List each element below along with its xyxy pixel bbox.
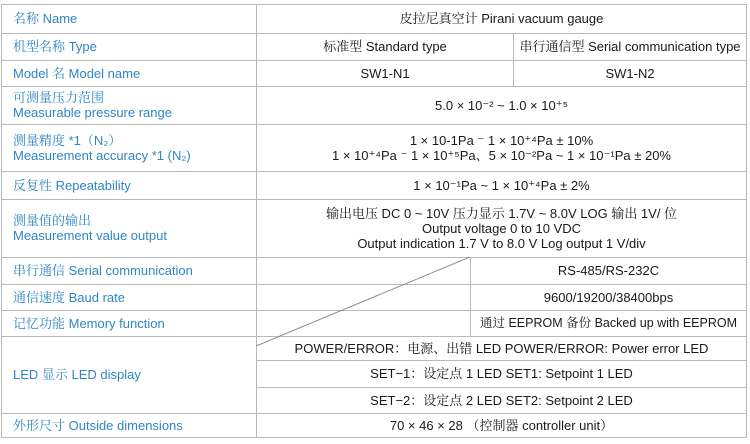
- row-label-accuracy: 测量精度 *1（N₂） Measurement accuracy *1 (N₂): [13, 132, 191, 163]
- row-label-dimensions: 外形尺寸 Outside dimensions: [13, 417, 183, 433]
- name-value: 皮拉尼真空计 Pirani vacuum gauge: [399, 11, 604, 26]
- baud-value: 9600/19200/38400bps: [543, 289, 674, 305]
- memory-value: 通过 EEPROM 备份 Backed up with EEPROM: [479, 315, 737, 330]
- row-label-repeatability: 反复性 Repeatability: [13, 177, 131, 193]
- led-power-error: POWER/ERROR：电源、出错 LED POWER/ERROR: Power error LED: [294, 340, 709, 356]
- range-value: 5.0 × 10⁻² ~ 1.0 × 10⁺⁵: [435, 97, 568, 113]
- model-serial: SW1-N2: [605, 65, 655, 81]
- row-label-type: 机型名称 Type: [13, 39, 97, 54]
- led-set2: SET−2：设定点 2 LED SET2: Setpoint 2 LED: [370, 392, 633, 408]
- repeatability-value: 1 × 10⁻¹Pa ~ 1 × 10⁺⁴Pa ± 2%: [413, 177, 590, 193]
- led-set1: SET−1：设定点 1 LED SET1: Setpoint 1 LED: [370, 366, 633, 381]
- output-value: 输出电压 DC 0 ~ 10V 压力显示 1.7V ~ 8.0V LOG 输出 1V/ 位 Output voltage 0 to 10 VDC Output indication 1.7 V to 8.0 V Log output 1 V/div: [325, 205, 678, 251]
- accuracy-value: 1 × 10-1Pa ⁻ 1 × 10⁺⁴Pa ± 10% 1 × 10⁺⁴Pa ⁻ 1 × 10⁺⁵Pa、5 × 10⁻²Pa ~ 1 × 10⁻¹Pa ± 20%: [332, 132, 671, 163]
- row-label-led: LED 显示 LED display: [13, 367, 141, 382]
- type-serial: 串行通信型 Serial communication type: [519, 39, 741, 54]
- row-label-model: Model 名 Model name: [13, 65, 141, 81]
- serial-value: RS-485/RS-232C: [557, 263, 660, 278]
- spec-table: [1, 4, 747, 438]
- row-label-baud: 通信速度 Baud rate: [13, 289, 125, 305]
- row-label-output: 测量值的输出 Measurement value output: [13, 213, 167, 243]
- row-label-range: 可测量压力范围 Measurable pressure range: [13, 90, 172, 120]
- type-standard: 标准型 Standard type: [323, 39, 447, 54]
- row-label-serial: 串行通信 Serial communication: [13, 263, 193, 278]
- row-label-name: 名称 Name: [13, 11, 78, 26]
- dimensions-value: 70 × 46 × 28 （控制器 controller unit）: [389, 417, 614, 433]
- model-standard: SW1-N1: [360, 65, 410, 81]
- row-label-memory: 记忆功能 Memory function: [13, 315, 165, 331]
- empty-cell-diagonal: [256, 257, 470, 346]
